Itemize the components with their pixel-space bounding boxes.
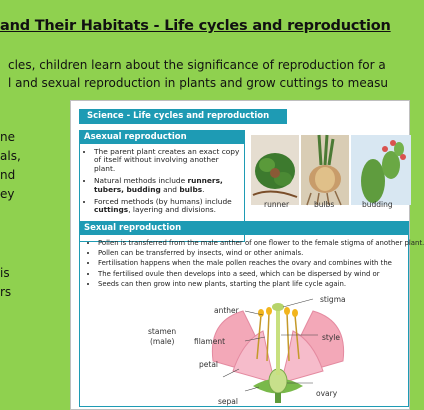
side-line: ey bbox=[0, 187, 15, 201]
list-item: • Fertilisation happens when the male pollen reaches the ovary and combines with the bbox=[98, 259, 404, 267]
label-anther: anther bbox=[214, 306, 239, 315]
list-item bbox=[94, 177, 240, 194]
intro-text bbox=[8, 56, 388, 92]
side-line: nd bbox=[0, 168, 16, 182]
list-item: • Seeds can then grow into new plants, starting the plant life cycle again. bbox=[98, 280, 404, 288]
list-item: • The parent plant creates an exact copy of itself without involving another plant. bbox=[94, 148, 240, 173]
label-style: style bbox=[322, 333, 340, 342]
list-item: • The fertilised ovule then develops into a seed, which can be dispersed by wind or bbox=[98, 270, 404, 278]
text: Forced methods (by humans) include bbox=[94, 197, 232, 207]
intro-line: cles, children learn about the significance of reproduction for a bbox=[8, 58, 386, 72]
page-heading: and Their Habitats - Life cycles and reproduction bbox=[0, 18, 391, 34]
intro-line: l and sexual reproduction in plants and grow cuttings to measu bbox=[8, 76, 388, 90]
photo-runner bbox=[251, 135, 299, 205]
text: Natural methods include bbox=[94, 176, 188, 186]
list-item bbox=[94, 198, 240, 215]
list-item: • Pollen can be transferred by insects, wind or other animals. bbox=[98, 249, 404, 257]
label-male: (male) bbox=[150, 337, 175, 346]
side-text-left bbox=[0, 128, 21, 204]
asexual-heading: Asexual reproduction bbox=[80, 131, 244, 144]
label-ovary: ovary bbox=[316, 389, 338, 398]
asexual-list bbox=[80, 148, 244, 215]
label-sepal: sepal bbox=[218, 397, 238, 406]
sexual-list bbox=[80, 239, 424, 288]
photo-bulbs bbox=[301, 135, 349, 205]
text: , layering and divisions. bbox=[128, 205, 216, 215]
photo-label-budding: budding bbox=[362, 200, 393, 209]
side-text-left-lower bbox=[0, 264, 11, 302]
photo-label-runner: runner bbox=[264, 200, 290, 209]
side-line: rs bbox=[0, 285, 12, 299]
list-item: • Pollen is transferred from the male anther of one flower to the female stigma of another plant. bbox=[98, 239, 404, 247]
text-bold: cuttings bbox=[94, 205, 129, 215]
side-line: ne bbox=[0, 130, 15, 144]
label-petal: petal bbox=[199, 360, 218, 369]
photo-label-bulbs: bulbs bbox=[314, 200, 335, 209]
text-bold: bulbs bbox=[179, 184, 203, 194]
side-line: is bbox=[0, 266, 10, 280]
text: . bbox=[202, 184, 205, 194]
label-stigma: stigma bbox=[320, 295, 346, 304]
sexual-heading: Sexual reproduction bbox=[80, 222, 408, 235]
knowledge-sheet bbox=[70, 100, 424, 410]
label-filament: filament bbox=[194, 337, 226, 346]
photo-budding bbox=[351, 135, 411, 205]
label-stamen: stamen bbox=[148, 327, 177, 336]
sheet-title: Science - Life cycles and reproduction bbox=[79, 109, 287, 124]
text-bold: runners, tubers, budding bbox=[94, 176, 223, 194]
side-line: als, bbox=[0, 149, 21, 163]
text: and bbox=[160, 184, 180, 194]
